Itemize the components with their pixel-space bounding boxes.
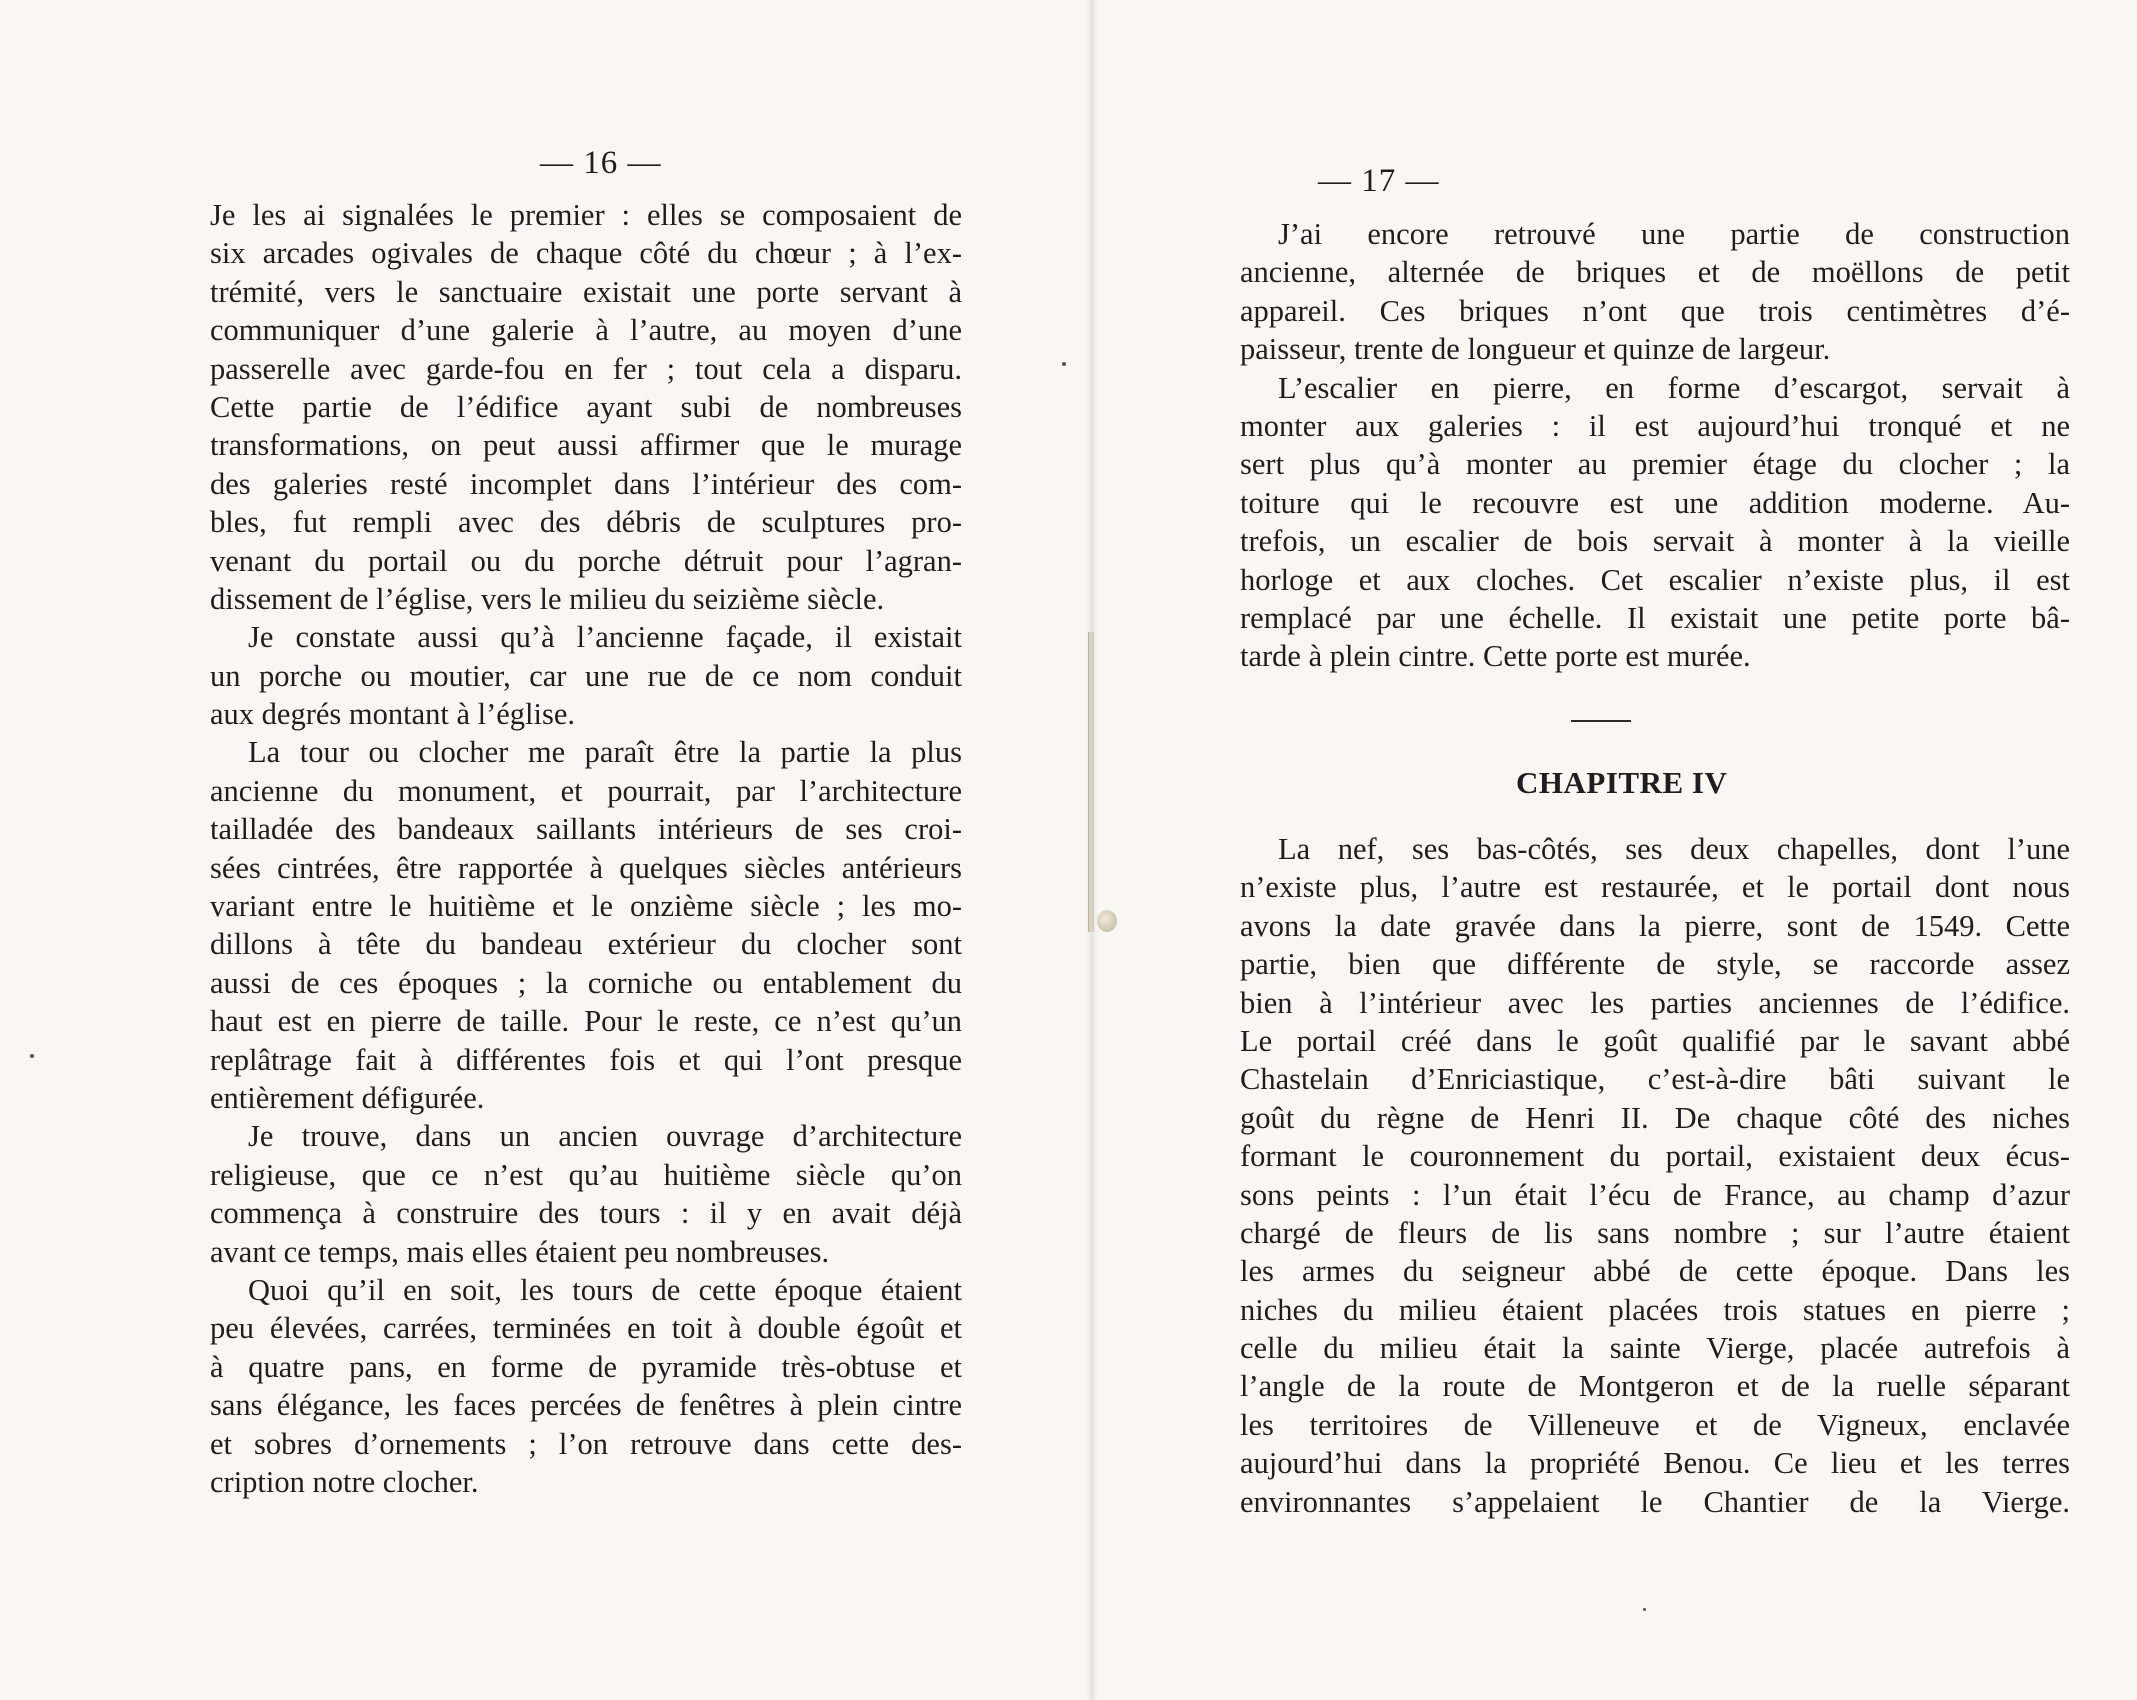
text-line: avons la date gravée dans la pierre, sont de 1549. Cette — [1240, 908, 2070, 943]
text-line: partie, bien que différente de style, se raccorde assez — [1240, 947, 2070, 982]
text-line: L’escalier en pierre, en forme d’escargot, servait à — [1278, 370, 2070, 405]
text-line: ancienne, alternée de briques et de moëllons de petit — [1240, 255, 2070, 290]
page-number: — 16 — — [540, 145, 662, 181]
text-line: toiture qui le recouvre est une addition moderne. Au- — [1240, 485, 2070, 520]
text-line: environnantes s’appelaient le Chantier de la Vierge. — [1240, 1484, 2070, 1519]
text-line: Je constate aussi qu’à l’ancienne façade, il existait — [248, 620, 962, 655]
text-line: La tour ou clocher me paraît être la partie la plus — [248, 735, 962, 770]
text-line: Cette partie de l’édifice ayant subi de nombreuses — [210, 389, 962, 424]
text-line: niches du milieu étaient placées trois statues en pierre ; — [1240, 1292, 2070, 1327]
text-line: Quoi qu’il en soit, les tours de cette époque étaient — [248, 1272, 962, 1307]
text-line: religieuse, que ce n’est qu’au huitième siècle qu’on — [210, 1157, 962, 1192]
text-line: commença à construire des tours : il y en avait déjà — [210, 1196, 962, 1231]
section-divider — [1571, 720, 1631, 722]
text-line: formant le couronnement du portail, existaient deux écus- — [1240, 1139, 2070, 1174]
text-line: les armes du seigneur abbé de cette époque. Dans les — [1240, 1254, 2070, 1289]
page-number: — 17 — — [1318, 163, 1440, 199]
text-line: tailladée des bandeaux saillants intérieurs de ses croi- — [210, 812, 962, 847]
text-line: venant du portail ou du porche détruit pour l’agran- — [210, 543, 962, 578]
text-line: trémité, vers le sanctuaire existait une porte servant à — [210, 274, 962, 309]
text-line: goût du règne de Henri II. De chaque côté des niches — [1240, 1100, 2070, 1135]
text-line: communiquer d’une galerie à l’autre, au moyen d’une — [210, 313, 962, 348]
text-line: transformations, on peut aussi affirmer que le murage — [210, 428, 962, 463]
text-line: sons peints : l’un était l’écu de France, au champ d’azur — [1240, 1177, 2070, 1212]
text-line: chargé de fleurs de lis sans nombre ; sur l’autre étaient — [1240, 1215, 2070, 1250]
right-page-text-chapter — [1240, 830, 2070, 1521]
text-line: sans élégance, les faces percées de fenêtres à plein cintre — [210, 1388, 962, 1423]
text-line: l’angle de la route de Montgeron et de la ruelle séparant — [1240, 1369, 2070, 1404]
text-line: monter aux galeries : il est aujourd’hui tronqué et ne — [1240, 408, 2070, 443]
text-line: haut est en pierre de taille. Pour le reste, ce n’est qu’un — [210, 1004, 962, 1039]
text-line: aujourd’hui dans la propriété Benou. Ce lieu et les terres — [1240, 1446, 2070, 1481]
text-line: trefois, un escalier de bois servait à monter à la vieille — [1240, 524, 2070, 559]
text-line: des galeries resté incomplet dans l’intérieur des com- — [210, 466, 962, 501]
paper-speck — [1062, 362, 1066, 366]
text-line: passerelle avec garde-fou en fer ; tout cela a disparu. — [210, 351, 962, 386]
text-line: un porche ou moutier, car une rue de ce nom conduit — [210, 658, 962, 693]
text-line: horloge et aux cloches. Cet escalier n’existe plus, il est — [1240, 562, 2070, 597]
text-line: n’existe plus, l’autre est restaurée, et le portail dont nous — [1240, 870, 2070, 905]
text-line: ancienne du monument, et pourrait, par l’architecture — [210, 773, 962, 808]
text-line: dissement de l’église, vers le milieu du seizième siècle. — [210, 581, 885, 616]
text-line: J’ai encore retrouvé une partie de construction — [1278, 217, 2070, 251]
text-line: variant entre le huitième et le onzième siècle ; les mo- — [210, 889, 962, 924]
text-line: paisseur, trente de longueur et quinze de largeur. — [1240, 332, 1831, 367]
left-page-text — [210, 196, 962, 1501]
text-line: bles, fut rempli avec des débris de sculptures pro- — [210, 505, 962, 540]
paper-speck — [1643, 1608, 1646, 1611]
chapter-heading: CHAPITRE IV — [1516, 765, 1728, 800]
paper-speck — [30, 1054, 34, 1058]
text-line: replâtrage fait à différentes fois et qui l’ont presque — [210, 1042, 962, 1077]
text-line: six arcades ogivales de chaque côté du chœur ; à l’ex- — [210, 236, 962, 271]
text-line: celle du milieu était la sainte Vierge, placée autrefois à — [1240, 1331, 2070, 1366]
text-line: et sobres d’ornements ; l’on retrouve dans cette des- — [210, 1426, 962, 1461]
text-line: à quatre pans, en forme de pyramide très-obtuse et — [210, 1349, 962, 1384]
text-line: aussi de ces époques ; la corniche ou entablement du — [210, 965, 962, 1000]
text-line: appareil. Ces briques n’ont que trois centimètres d’é- — [1240, 293, 2070, 328]
text-line: La nef, ses bas-côtés, ses deux chapelles, dont l’une — [1278, 832, 2070, 866]
text-line: cription notre clocher. — [210, 1464, 479, 1499]
text-line: sert plus qu’à monter au premier étage du clocher ; la — [1240, 447, 2070, 482]
text-line: sées cintrées, être rapportée à quelques siècles antérieurs — [210, 850, 962, 885]
text-line: dillons à tête du bandeau extérieur du clocher sont — [210, 927, 962, 962]
text-line: bien à l’intérieur avec les parties anciennes de l’édifice. — [1240, 985, 2070, 1020]
right-page — [1090, 0, 2137, 1700]
text-line: Je trouve, dans un ancien ouvrage d’architecture — [248, 1119, 962, 1154]
text-line: peu élevées, carrées, terminées en toit à double égoût et — [210, 1311, 962, 1346]
text-line: Je les ai signalées le premier : elles se composaient de — [210, 198, 962, 232]
text-line: Chastelain d’Enriciastique, c’est-à-dire bâti suivant le — [1240, 1062, 2070, 1097]
text-line: Le portail créé dans le goût qualifié par le savant abbé — [1240, 1023, 2070, 1058]
text-line: aux degrés montant à l’église. — [210, 697, 576, 732]
text-line: entièrement défigurée. — [210, 1080, 485, 1115]
text-line: tarde à plein cintre. Cette porte est murée. — [1240, 639, 1751, 674]
text-line: les territoires de Villeneuve et de Vigneux, enclavée — [1240, 1407, 2070, 1442]
text-line: avant ce temps, mais elles étaient peu nombreuses. — [210, 1234, 830, 1269]
text-line: remplacé par une échelle. Il existait une petite porte bâ- — [1240, 600, 2070, 635]
right-page-text-top — [1240, 215, 2070, 676]
